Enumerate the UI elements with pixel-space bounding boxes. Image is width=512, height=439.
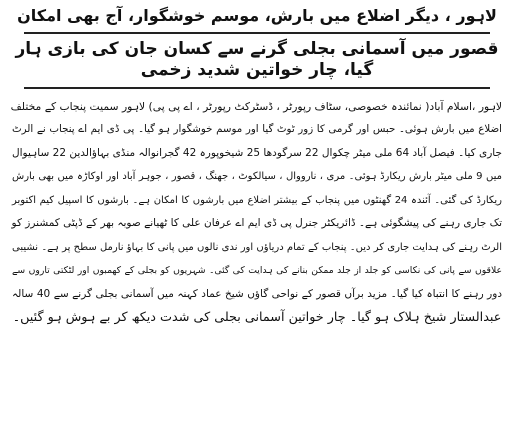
body-line: لاہور ،اسلام آباد( نمائندہ خصوصی، سٹاف رپورٹر ، ڈسٹرکٹ رپورٹر ، اے پی پی) لاہور سمیت پنجاب کے مختلف bbox=[10, 99, 502, 113]
body-line: میں 9 ملی میٹر بارش ریکارڈ ہوئی۔ مری ، نارووال ، سیالکوٹ ، جھنگ ، قصور ، جوہر آباد اور اوکاڑہ میں بھی بارش bbox=[12, 171, 502, 182]
headline-divider-top bbox=[24, 32, 490, 34]
body-line: تک جاری رہنے کی پیشگوئی ہے۔ ڈائریکٹر جنرل پی ڈی ایم اے عرفان علی کا ٹھیانے صوبہ بھر کے ڈپٹی کمشنرز کو bbox=[11, 217, 502, 229]
body-line: دور رہنے کا انتباہ کیا گیا۔ مزید برآں قصور کے نواحی گاؤں شیخ عماد کہنہ میں آسمانی بجلی گرنے سے 40 سالہ bbox=[12, 287, 503, 300]
body-line: اضلاع میں بارش ہوئی۔ حبس اور گرمی کا زور ٹوٹ گیا اور موسم خوشگوار ہو گیا۔ پی ڈی ایم اے پنجاب نے الرٹ bbox=[12, 123, 502, 135]
article-body bbox=[12, 95, 502, 330]
body-line: ریکارڈ کی گئی۔ آئندہ 24 گھنٹوں میں پنجاب کے بیشتر اضلاع میں بارشوں کا امکان ہے۔ بارشوں کا اسپیل کیم اکتوبر bbox=[12, 194, 503, 206]
headline-divider-bottom bbox=[24, 87, 490, 89]
body-line: عبدالستار شیخ ہلاک ہو گیا۔ چار خواتین آسمانی بجلی کی شدت دیکھ کر بے ہوش ہو گئیں۔ bbox=[12, 310, 502, 325]
body-line: علاقوں سے پانی کی نکاسی کو جلد از جلد ممکن بنانے کی ہدایت کی گئی۔ شہریوں کو بجلی کے کھمبوں اور لٹکتی تاروں سے bbox=[12, 265, 502, 276]
headline-main: قصور میں آسمانی بجلی گرنے سے کسان جان کی بازی ہار گیا، چار خواتین شدید زخمی bbox=[15, 39, 499, 81]
headline-top: لاہور ، دیگر اضلاع میں بارش، موسم خوشگوار، آج بھی امکان bbox=[17, 6, 497, 25]
body-line: الرٹ رہنے کی ہدایت جاری کر دیں۔ پنجاب کے تمام دریاؤں اور ندی نالوں میں پانی کا بہاؤ نارمل سطح پر ہے۔ نشیبی bbox=[12, 241, 502, 253]
body-line: جاری کیا۔ فیصل آباد 64 ملی میٹر چکوال 22 سرگودھا 25 شیخوپورہ 42 گجرانوالہ منڈی بہاؤالدین 22 ساہیوال bbox=[12, 146, 502, 159]
